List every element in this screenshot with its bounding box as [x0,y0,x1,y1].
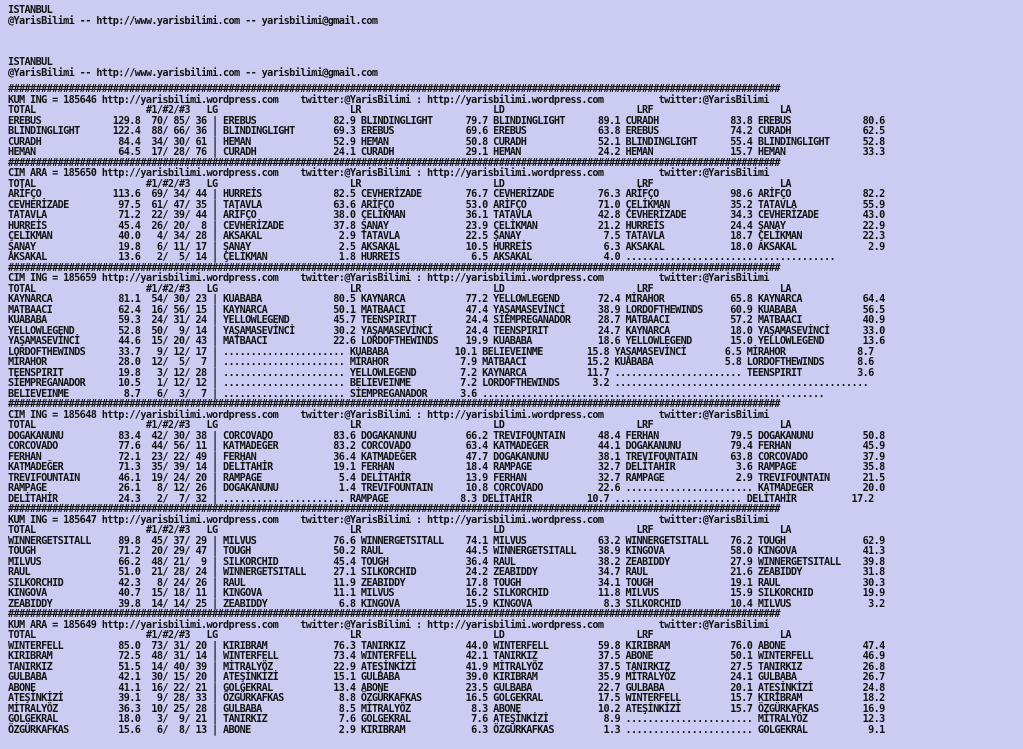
result-row: ZEABIDDY 39.8 14/ 14/ 25 | ZEABIDDY 6.8 KINGOVA 15.9 KINGOVA 8.3 SILKORCHID 10.4 MILVUS 3.2 [8,598,885,610]
result-row: AKSAKAL 13.6 2/ 5/ 14 | ÇELİKMAN 1.8 HURREİS 6.5 AKSAKAL 4.0 ...................................... [8,252,836,263]
column-headers: TOTAL #1/#2/#3 LG LR LD LRF LA [8,525,791,536]
race-header: CIM ING = 185648 http://yarisbilimi.wordpress.com twitter:@YarisBilimi : http://yarisbilimi.wordpress.com twitter:@YarisBilimi [8,409,769,421]
header-line: @YarisBilimi -- http://www.yarisbilimi.com -- yarisbilimi@gmail.com [8,15,378,27]
result-row: TANIRKIZ 51.5 14/ 40/ 39 | MİTRALYÖZ 22.9 ATEŞİNKİZİ 41.9 MİTRALYÖZ 37.5 TANIRKIZ 27.5 TANIRKIZ 26.8 [8,661,885,673]
result-row: SILKORCHID 42.3 8/ 24/ 26 | RAUL 11.9 ZEABIDDY 17.8 TOUGH 34.1 TOUGH 19.1 RAUL 30.3 [8,577,885,589]
result-row: TOUGH 71.2 20/ 29/ 47 | TOUGH 50.2 RAUL 44.5 WINNERGETSITALL 38.9 KINGOVA 58.0 KINGOVA 41.3 [8,546,885,557]
result-row: CORCOVADO 77.6 44/ 56/ 11 | KATMADEĞER 83.2 CORCOVADO 63.4 KATMADEĞER 44.1 DOGAKANUNU 79.4 FERHAN 45.9 [8,441,885,452]
result-row: BLINDINGLIGHT 122.4 88/ 66/ 36 | BLINDINGLIGHT 69.3 EREBUS 69.6 EREBUS 63.8 EREBUS 74.2 CURADH 62.5 [8,126,885,137]
race-results-listing [8,85,885,736]
result-row: BELIEVEINME 8.7 6/ 3/ 7 | ...................... SİEMPREGANADOR 3.6 .............................................................. [8,388,824,400]
header-block-repeat [8,58,377,79]
result-row: HEMAN 64.5 17/ 28/ 76 | CURADH 24.1 CURADH 29.1 HEMAN 24.2 HEMAN 15.7 HEMAN 33.3 [8,147,885,158]
result-row: KAYNARCA 81.1 54/ 30/ 23 | KUABABA 80.5 KAYNARCA 77.2 YELLOWLEGEND 72.4 MİRAHOR 65.8 KAYNARCA 64.4 [8,294,885,305]
result-row: YELLOWLEGEND 52.8 50/ 9/ 14 | YAŞAMASEVİNCİ 30.2 YAŞAMASEVİNCİ 24.4 TEENSPIRIT 24.7 KAYNARCA 18.0 YAŞAMASEVİNCİ 33.0 [8,325,885,337]
result-row: KUABABA 59.3 24/ 31/ 24 | YELLOWLEGEND 45.7 TEENSPIRIT 24.4 SİEMPREGANADOR 28.7 MATBAACI 57.2 MATBAACI 40.9 [8,315,885,326]
column-headers: TOTAL #1/#2/#3 LG LR LD LRF LA [8,178,791,190]
result-row: RAUL 51.0 21/ 28/ 24 | WINNERGETSITALL 27.1 SILKORCHID 24.2 ZEABIDDY 34.7 RAUL 21.6 ZEABIDDY 31.8 [8,567,885,578]
result-row: ŞANAY 19.8 6/ 11/ 17 | ŞANAY 2.5 AKSAKAL 10.5 HURREİS 6.3 AKSAKAL 18.0 AKSAKAL 2.9 [8,241,885,253]
result-row: DELİTAHİR 24.3 2/ 7/ 32 | ...................... RAMPAGE 8.3 DELİTAHİR 10.7 ....................... DELİTAHİR 17.2 [8,493,874,505]
header-line: ISTANBUL [8,57,53,68]
result-row: MİTRALYÖZ 36.3 10/ 25/ 28 | GULBABA 8.5 MİTRALYÖZ 8.3 ABONE 10.2 ATEŞİNKİZİ 15.7 ÖZGÜRKAFKAS 16.9 [8,703,885,715]
column-headers: TOTAL #1/#2/#3 LG LR LD LRF LA [8,630,791,641]
result-row: MATBAACI 62.4 16/ 56/ 15 | KAYNARCA 50.1 MATBAACI 47.4 YAŞAMASEVİNCİ 38.9 LORDOFTHEWINDS 60.9 KUABABA 56.5 [8,304,885,316]
result-row: ABONE 41.1 16/ 22/ 21 | GOLGEKRAL 13.4 ABONE 23.5 GULBABA 22.7 GULBABA 20.1 ATEŞİNKİZİ 24.8 [8,682,885,694]
result-row: CEVHERİZADE 97.5 61/ 47/ 35 | TATAVLA 63.6 ARİFÇO 53.0 ARİFÇO 71.0 ÇELİKMAN 35.2 TATAVLA 55.9 [8,199,885,211]
result-row: GOLGEKRAL 18.0 3/ 9/ 21 | TANIRKIZ 7.6 GOLGEKRAL 7.6 ATEŞİNKİZİ 8.9 ....................... MİTRALYÖZ 12.3 [8,714,885,725]
result-row: KIRIBRAM 72.5 48/ 31/ 14 | WINTERFELL 73.4 WINTERFELL 42.1 TANIRKIZ 37.5 ABONE 50.1 WINTERFELL 46.9 [8,651,885,662]
result-row: TATAVLA 71.2 22/ 39/ 44 | ARİFÇO 38.0 ÇELİKMAN 36.1 TATAVLA 42.8 CEVHERİZADE 34.3 CEVHERİZADE 43.0 [8,210,885,221]
result-row: MILVUS 66.2 48/ 21/ 9 | SILKORCHID 45.4 TOUGH 36.4 RAUL 38.2 ZEABIDDY 27.9 WINNERGETSITALL 39.8 [8,556,885,568]
result-row: SİEMPREGANADOR 10.5 1/ 12/ 12 | ...................... BELIEVEINME 7.2 LORDOFTHEWINDS 3.2 .............................................. [8,378,869,389]
result-row: WINNERGETSITALL 89.8 45/ 37/ 29 | MILVUS 76.6 WINNERGETSITALL 74.1 MILVUS 63.2 WINNERGETSITALL 76.2 TOUGH 62.9 [8,535,885,547]
section-separator: ############################################################################################################################################ [8,84,780,95]
section-separator: ############################################################################################################################################ [8,262,780,274]
result-row: GULBABA 42.1 30/ 15/ 20 | ATEŞİNKİZİ 15.1 GULBABA 39.0 KIRIBRAM 35.9 MİTRALYÖZ 24.1 GULBABA 26.7 [8,672,885,683]
section-separator: ############################################################################################################################################ [8,399,780,410]
result-row: YAŞAMASEVİNCİ 44.6 15/ 20/ 43 | MATBAACI 22.6 LORDOFTHEWINDS 19.9 KUABABA 18.6 YELLOWLEGEND 15.0 YELLOWLEGEND 13.6 [8,336,885,347]
race-header: KUM ING = 185646 http://yarisbilimi.wordpress.com twitter:@YarisBilimi : http://yarisbilimi.wordpress.com twitter:@YarisBilimi [8,94,769,106]
header-line: @YarisBilimi -- http://www.yarisbilimi.com -- yarisbilimi@gmail.com [8,67,378,79]
result-row: WINTERFELL 85.0 73/ 31/ 20 | KIRIBRAM 76.3 TANIRKIZ 44.0 WINTERFELL 59.8 KIRIBRAM 76.0 ABONE 47.4 [8,640,885,652]
result-row: HURREİS 45.4 26/ 20/ 8 | CEVHERİZADE 37.8 ŞANAY 23.9 ÇELİKMAN 21.2 HURREİS 24.4 ŞANAY 22.9 [8,220,885,232]
race-header: KUM ARA = 185649 http://yarisbilimi.wordpress.com twitter:@YarisBilimi : http://yarisbilimi.wordpress.com twitter:@YarisBilimi [8,619,769,631]
section-separator: ############################################################################################################################################ [8,504,780,515]
result-row: TEENSPIRIT 19.8 3/ 12/ 28 | ...................... YELLOWLEGEND 7.2 KAYNARCA 11.7 ....................... TEENSPIRIT 3.6 [8,367,874,379]
result-row: EREBUS 129.8 70/ 85/ 36 | EREBUS 82.9 BLINDINGLIGHT 79.7 BLINDINGLIGHT 89.1 CURADH 83.8 EREBUS 80.6 [8,115,885,127]
result-row: DOGAKANUNU 83.4 42/ 30/ 38 | CORCOVADO 83.6 DOGAKANUNU 66.2 TREVIFOUNTAIN 48.4 FERHAN 79.5 DOGAKANUNU 50.8 [8,430,885,442]
result-row: ÇELİKMAN 40.0 4/ 34/ 28 | AKSAKAL 2.9 TATAVLA 22.5 ŞANAY 7.5 TATAVLA 18.7 ÇELİKMAN 22.3 [8,231,885,242]
result-row: CURADH 84.4 34/ 30/ 61 | HEMAN 52.9 HEMAN 50.8 CURADH 52.1 BLINDINGLIGHT 55.4 BLINDINGLIGHT 52.8 [8,136,885,148]
race-header: KUM ING = 185647 http://yarisbilimi.wordpress.com twitter:@YarisBilimi : http://yarisbilimi.wordpress.com twitter:@YarisBilimi [8,514,769,526]
result-row: MİRAHOR 28.0 12/ 5/ 7 | ...................... MİRAHOR 7.9 MATBAACI 15.2 KUABABA 5.8 LORDOFTHEWINDS 8.6 [8,357,874,368]
result-row: ÖZGÜRKAFKAS 15.6 6/ 8/ 13 | ABONE 2.9 KIRIBRAM 6.3 ÖZGÜRKAFKAS 1.3 ....................... GOLGEKRAL 9.1 [8,724,885,736]
result-row: RAMPAGE 26.1 8/ 12/ 26 | DOGAKANUNU 1.4 TREVIFOUNTAIN 10.8 CORCOVADO 22.6 ....................... KATMADEĞER 20.0 [8,483,885,494]
result-row: LORDOFTHEWINDS 33.7 9/ 12/ 17 | ...................... KUABABA 10.1 BELIEVEINME 15.8 YAŞAMASEVİNCİ 6.5 MİRAHOR 8.7 [8,346,874,358]
section-separator: ############################################################################################################################################ [8,609,780,620]
header-block-top [8,6,377,27]
result-row: ARİFÇO 113.6 69/ 34/ 44 | HURREİS 82.5 CEVHERİZADE 76.7 CEVHERİZADE 76.3 ARİFÇO 98.6 ARİFÇO 82.2 [8,189,885,200]
race-header: CIM ARA = 185650 http://yarisbilimi.wordpress.com twitter:@YarisBilimi : http://yarisbilimi.wordpress.com twitter:@YarisBilimi [8,168,769,179]
header-line: ISTANBUL [8,5,53,16]
section-separator: ############################################################################################################################################ [8,157,780,169]
column-headers: TOTAL #1/#2/#3 LG LR LD LRF LA [8,105,791,116]
result-row: KATMADEĞER 71.3 35/ 39/ 14 | DELİTAHİR 19.1 FERHAN 18.4 RAMPAGE 32.7 DELİTAHİR 3.6 RAMPAGE 35.8 [8,462,885,473]
result-row: ATEŞİNKİZİ 39.1 9/ 28/ 33 | ÖZGÜRKAFKAS 8.8 ÖZGÜRKAFKAS 16.5 GOLGEKRAL 17.5 WINTERFELL 15.7 KIRIBRAM 18.2 [8,693,885,704]
result-row: FERHAN 72.1 23/ 22/ 49 | FERHAN 36.4 KATMADEĞER 47.7 DOGAKANUNU 38.1 TREVIFOUNTAIN 63.8 CORCOVADO 37.9 [8,451,885,463]
column-headers: TOTAL #1/#2/#3 LG LR LD LRF LA [8,283,791,295]
column-headers: TOTAL #1/#2/#3 LG LR LD LRF LA [8,420,791,431]
result-row: KINGOVA 40.7 15/ 18/ 11 | KINGOVA 11.1 MILVUS 16.2 SILKORCHID 11.8 MILVUS 15.9 SILKORCHID 19.9 [8,588,885,599]
race-header: CIM ING = 185659 http://yarisbilimi.wordpress.com twitter:@YarisBilimi : http://yarisbilimi.wordpress.com twitter:@YarisBilimi [8,273,769,284]
result-row: TREVIFOUNTAIN 46.1 19/ 24/ 20 | RAMPAGE 5.4 DELİTAHİR 13.9 FERHAN 32.7 RAMPAGE 2.9 TREVIFOUNTAIN 21.5 [8,472,885,484]
